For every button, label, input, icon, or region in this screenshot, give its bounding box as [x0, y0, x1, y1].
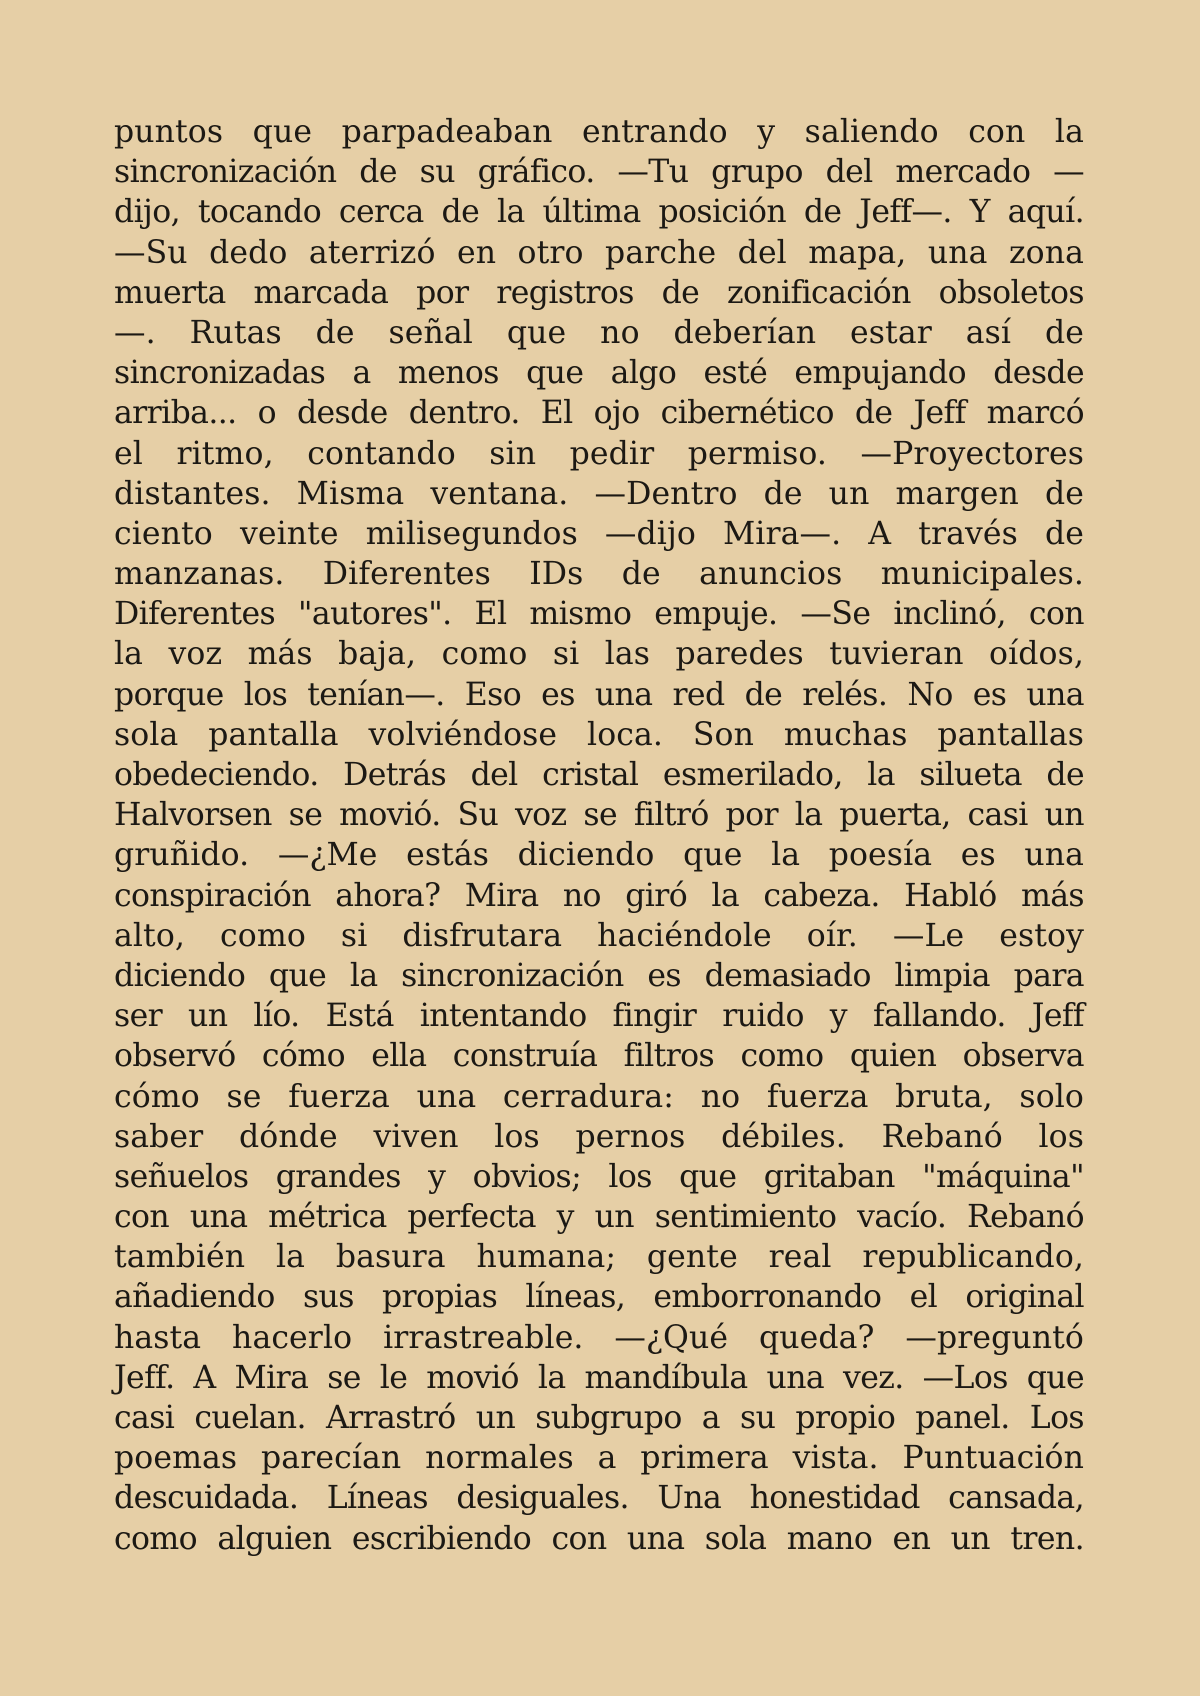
text-line: también la basura humana; gente real republicando, — [114, 1239, 1084, 1276]
text-line: cómo se fuerza una cerradura: no fuerza bruta, solo — [114, 1078, 1084, 1115]
text-line: descuidada. Líneas desiguales. Una honestidad cansada, — [114, 1480, 1084, 1517]
text-line: puntos que parpadeaban entrando y saliendo con la — [114, 114, 1084, 150]
text-line: señuelos grandes y obvios; los que gritaban "máquina" — [114, 1158, 1084, 1195]
text-line: conspiración ahora? Mira no giró la cabeza. Habló más — [114, 877, 1084, 914]
text-line: con una métrica perfecta y un sentimiento vacío. Rebanó — [114, 1199, 1084, 1236]
text-line: hasta hacerlo irrastreable. —¿Qué queda? —preguntó — [114, 1319, 1084, 1356]
text-line: sincronizadas a menos que algo esté empujando desde — [114, 355, 1084, 392]
text-line: distantes. Misma ventana. —Dentro de un margen de — [114, 475, 1084, 512]
text-line: obedeciendo. Detrás del cristal esmerilado, la silueta de — [114, 757, 1084, 793]
text-line: Halvorsen se movió. Su voz se filtró por la puerta, casi un — [114, 797, 1084, 834]
text-line: la voz más baja, como si las paredes tuvieran oídos, — [114, 636, 1084, 673]
text-line: saber dónde viven los pernos débiles. Rebanó los — [114, 1118, 1084, 1155]
text-line: sola pantalla volviéndose loca. Son muchas pantallas — [114, 716, 1084, 753]
text-line: Jeff. A Mira se le movió la mandíbula una vez. —Los que — [114, 1359, 1084, 1396]
text-line: porque los tenían—. Eso es una red de relés. No es una — [114, 676, 1084, 713]
text-line: Diferentes "autores". El mismo empuje. —Se inclinó, con — [114, 596, 1084, 633]
text-line: poemas parecían normales a primera vista. Puntuación — [114, 1440, 1084, 1477]
text-line: manzanas. Diferentes IDs de anuncios municipales. — [114, 556, 1084, 593]
text-line: muerta marcada por registros de zonificación obsoletos — [114, 274, 1084, 311]
text-line: —. Rutas de señal que no deberían estar así de — [114, 314, 1084, 351]
body-text — [114, 112, 1084, 1559]
text-line: arriba... o desde dentro. El ojo cibernético de Jeff marcó — [114, 395, 1084, 432]
text-line: ser un lío. Está intentando fingir ruido y fallando. Jeff — [114, 998, 1084, 1035]
text-line: —Su dedo aterrizó en otro parche del mapa, una zona — [114, 234, 1084, 271]
text-line: gruñido. —¿Me estás diciendo que la poesía es una — [114, 837, 1084, 874]
text-line: alto, como si disfrutara haciéndole oír. —Le estoy — [114, 917, 1084, 954]
text-line: sincronización de su gráfico. —Tu grupo del mercado — — [114, 154, 1084, 191]
text-line: añadiendo sus propias líneas, emborronando el original — [114, 1279, 1084, 1316]
text-line: dijo, tocando cerca de la última posición de Jeff—. Y aquí. — [114, 194, 1084, 231]
text-line: ciento veinte milisegundos —dijo Mira—. A través de — [114, 515, 1084, 552]
text-line: como alguien escribiendo con una sola mano en un tren. — [114, 1520, 1084, 1557]
text-line: el ritmo, contando sin pedir permiso. —Proyectores — [114, 435, 1084, 472]
text-line: observó cómo ella construía filtros como quien observa — [114, 1038, 1084, 1075]
text-line: diciendo que la sincronización es demasiado limpia para — [114, 957, 1084, 994]
text-line: casi cuelan. Arrastró un subgrupo a su propio panel. Los — [114, 1400, 1084, 1436]
